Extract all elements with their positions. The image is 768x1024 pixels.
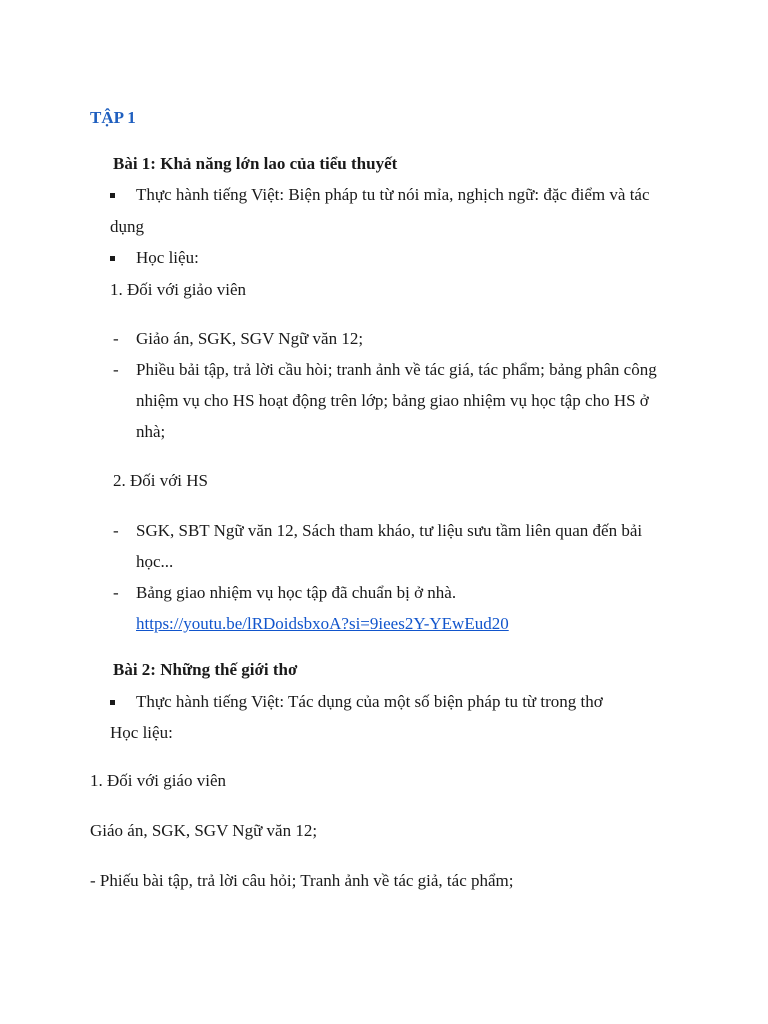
square-bullet-icon [110, 193, 115, 198]
lesson1-teacher-item2-line2: nhiệm vụ cho HS hoạt động trên lớp; bảng giao nhiệm vụ học tập cho HS ở [136, 391, 649, 410]
dash-bullet: - [113, 521, 119, 540]
dash-bullet: - [113, 329, 119, 348]
lesson1-student-item1-line1: SGK, SBT Ngữ văn 12, Sách tham kháo, tư liệu sưu tầm liên quan đến bải [136, 521, 643, 540]
section-title: TẬP 1 [90, 108, 136, 127]
dash-bullet: - [113, 583, 119, 602]
square-bullet-icon [110, 700, 115, 705]
lesson2-dash-line: - Phiếu bài tập, trả lời câu hỏi; Tranh ảnh về tác giả, tác phẩm; [90, 871, 514, 890]
lesson1-title: Bài 1: Khả năng lớn lao của tiểu thuyết [113, 154, 398, 173]
lesson1-student-item1-line2: học... [136, 552, 174, 571]
dash-bullet: - [113, 360, 119, 379]
lesson1-teacher-item2-line1: Phiều bải tập, trả lời cầu hòi; tranh ảnh về tác giá, tác phẩm; bảng phân công [136, 360, 657, 379]
lesson1-teacher-item2-line3: nhà; [136, 422, 166, 441]
lesson2-teacher-heading: 1. Đối với giáo viên [90, 771, 226, 790]
lesson2-teacher-line: Giáo án, SGK, SGV Ngữ văn 12; [90, 821, 318, 840]
lesson1-bullet1-line2: dụng [110, 217, 144, 236]
lesson1-student-heading: 2. Đối với HS [113, 471, 208, 490]
square-bullet-icon [110, 256, 115, 261]
lesson1-bullet2: Học liệu: [136, 248, 199, 267]
lesson2-title: Bài 2: Những thế giới thơ [113, 660, 298, 679]
lesson1-teacher-item1: Giảo án, SGK, SGV Ngữ văn 12; [136, 329, 364, 348]
video-link[interactable]: https://youtu.be/lRDoidsbxoA?si=9iees2Y-YEwEud20 [136, 614, 509, 633]
lesson2-materials: Học liệu: [110, 723, 173, 742]
lesson1-student-item2: Bảng giao nhiệm vụ học tập đã chuẩn bị ở nhà. [136, 583, 457, 602]
lesson1-teacher-heading: 1. Đối với giảo viên [110, 280, 246, 299]
lesson2-bullet1: Thực hành tiếng Việt: Tác dụng của một số biện pháp tu từ trong thơ [136, 692, 603, 711]
lesson1-bullet1-line1: Thực hành tiếng Việt: Biện pháp tu từ nói mỉa, nghịch ngữ: đặc điểm và tác [136, 185, 650, 204]
